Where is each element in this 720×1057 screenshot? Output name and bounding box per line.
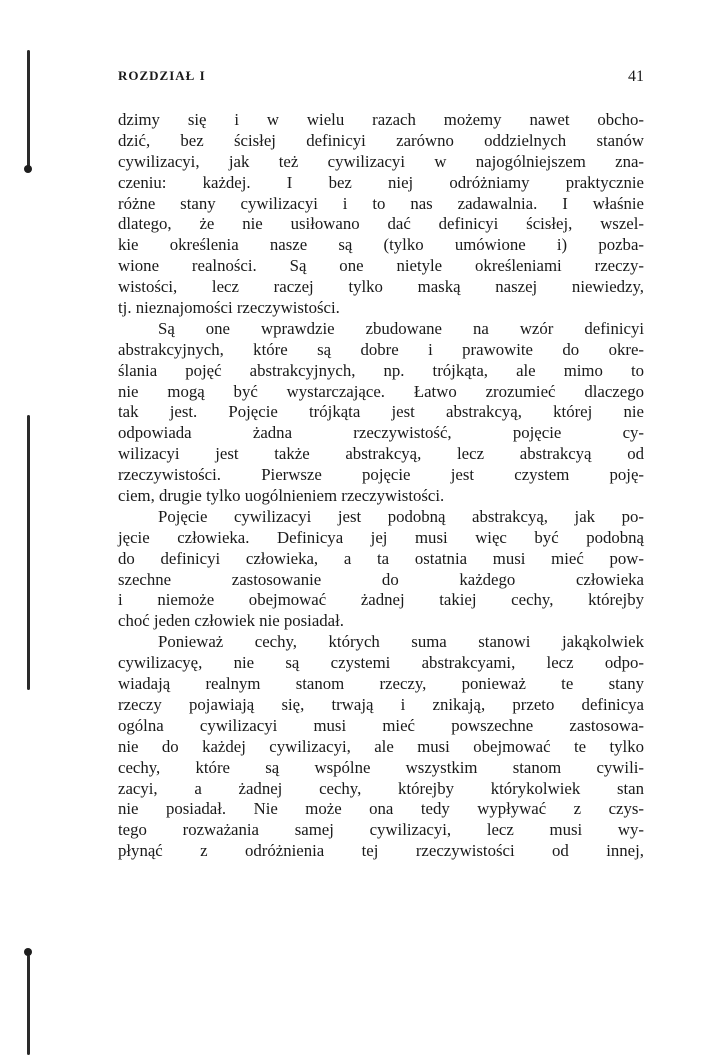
- text-line: wiadają realnym stanom rzeczy, ponieważ te stany: [118, 674, 644, 694]
- text-line: czeniu: każdej. I bez niej odróżniamy praktycznie: [118, 172, 644, 192]
- text-line: cywilizacyi, jak też cywilizacyi w najogólniejszem zna-: [118, 151, 644, 171]
- text-line: wione realności. Są one nietyle określeniami rzeczy-: [118, 256, 644, 276]
- text-line: cywilizacyę, nie są czystemi abstrakcyami, lecz odpo-: [118, 653, 644, 673]
- text-line: rzeczywistości. Pierwsze pojęcie jest czystem poję-: [118, 465, 644, 485]
- text-line: dzimy się i w wielu razach możemy nawet obcho-: [118, 110, 644, 129]
- text-line: dzić, bez ścisłej definicyi zarówno oddzielnych stanów: [118, 130, 644, 150]
- text-line: płynąć z odróżnienia tej rzeczywistości od innej,: [118, 841, 644, 861]
- scan-edge-mark: [27, 955, 30, 1055]
- text-line: Pojęcie cywilizacyi jest podobną abstrakcyą, jak po-: [158, 506, 644, 526]
- text-line: nie do każdej cywilizacyi, ale musi obejmować te tylko: [118, 736, 644, 756]
- text-line: rzeczy pojawiają się, trwają i znikają, przeto definicya: [118, 694, 644, 714]
- text-line: wilizacyi jest także abstrakcyą, lecz abstrakcyą od: [118, 444, 644, 464]
- page-header: [118, 68, 644, 90]
- text-line: dlatego, że nie usiłowano dać definicyi ścisłej, wszel-: [118, 214, 644, 234]
- scan-edge-mark: [27, 415, 30, 690]
- body-text: [118, 110, 644, 862]
- text-line: nie posiadał. Nie może ona tedy wypływać z czys-: [118, 799, 644, 819]
- text-line: abstrakcyjnych, które są dobre i prawowite do okre-: [118, 339, 644, 359]
- text-line: ogólna cywilizacyi musi mieć powszechne zastosowa-: [118, 715, 644, 735]
- scan-edge-dot: [24, 948, 32, 956]
- text-line: i niemoże obejmować żadnej takiej cechy, którejby: [118, 590, 644, 610]
- text-line: nie mogą być wystarczające. Łatwo zrozumieć dlaczego: [118, 381, 644, 401]
- text-line: choć jeden człowiek nie posiadał.: [118, 611, 344, 631]
- text-line: cechy, które są wspólne wszystkim stanom cywili-: [118, 757, 644, 777]
- text-line: tak jest. Pojęcie trójkąta jest abstrakcyą, której nie: [118, 402, 644, 422]
- text-line: tego rozważania samej cywilizacyi, lecz musi wy-: [118, 820, 644, 840]
- text-line: kie określenia nasze są (tylko umówione i) pozba-: [118, 235, 644, 255]
- text-line: Są one wprawdzie zbudowane na wzór definicyi: [158, 318, 644, 338]
- text-line: tj. nieznajomości rzeczywistości.: [118, 298, 340, 318]
- text-line: ciem, drugie tylko uogólnieniem rzeczywistości.: [118, 486, 445, 506]
- text-line: wistości, lecz raczej tylko maską naszej niewiedzy,: [118, 277, 644, 297]
- scan-edge-mark: [27, 50, 30, 170]
- text-line: Ponieważ cechy, których suma stanowi jakąkolwiek: [158, 632, 644, 652]
- text-line: ślania pojęć abstrakcyjnych, np. trójkąta, ale mimo to: [118, 360, 644, 380]
- page-number: 41: [628, 68, 644, 85]
- text-line: różne stany cywilizacyi i to nas zadawalnia. I właśnie: [118, 193, 644, 213]
- text-line: jęcie człowieka. Definicya jej musi więc być podobną: [118, 527, 644, 547]
- text-line: odpowiada żadna rzeczywistość, pojęcie cy-: [118, 423, 644, 443]
- scan-edge-dot: [24, 165, 32, 173]
- text-line: do definicyi człowieka, a ta ostatnia musi mieć pow-: [118, 548, 644, 568]
- running-head: ROZDZIAŁ I: [118, 68, 206, 83]
- text-line: szechne zastosowanie do każdego człowieka: [118, 569, 644, 589]
- text-line: zacyi, a żadnej cechy, którejby którykolwiek stan: [118, 778, 644, 798]
